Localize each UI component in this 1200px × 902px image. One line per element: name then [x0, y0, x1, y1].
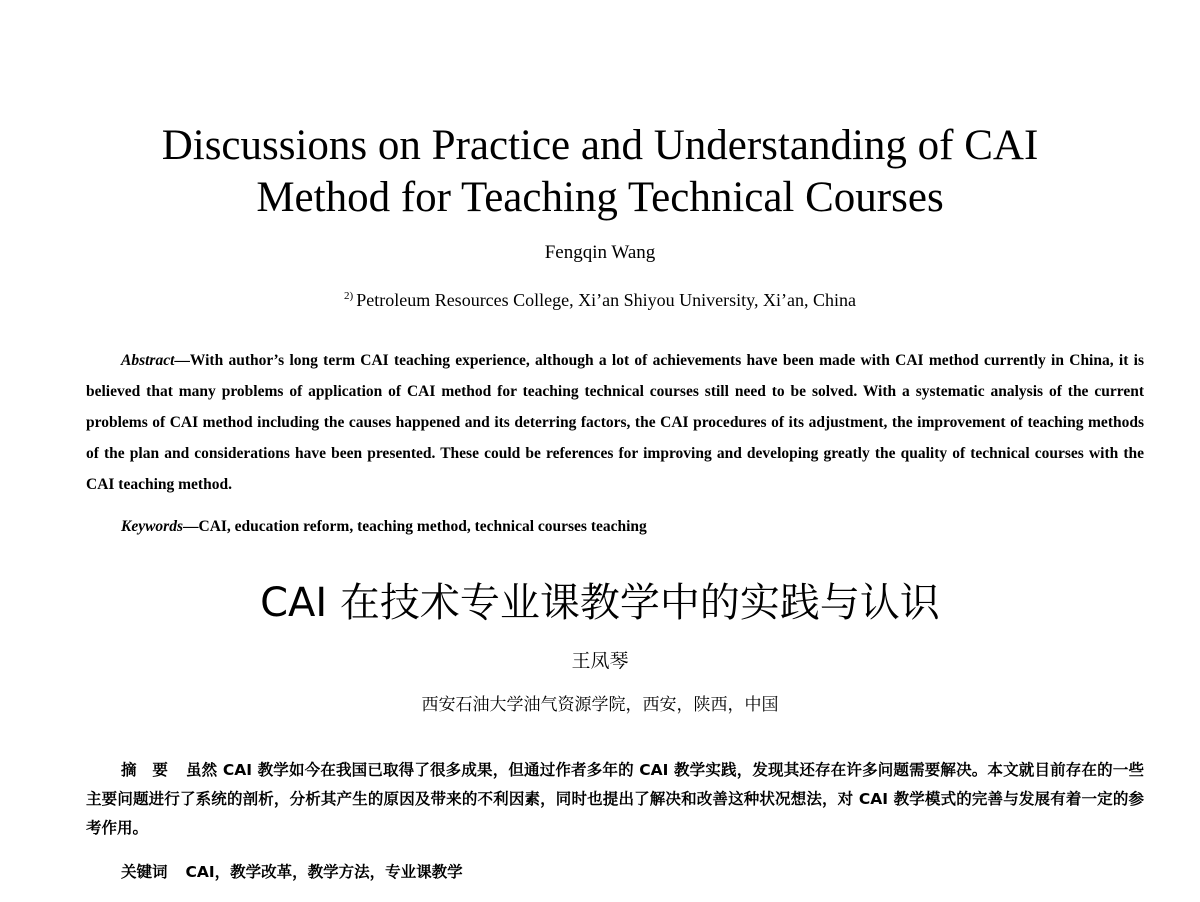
chinese-keywords-label: 关键词	[121, 863, 168, 881]
chinese-abstract	[86, 756, 1144, 843]
chinese-abstract-label: 摘 要	[121, 761, 169, 779]
english-affiliation-text: Petroleum Resources College, Xi’an Shiyou University, Xi’an, China	[356, 290, 856, 310]
english-affiliation	[0, 284, 1200, 312]
chinese-abstract-text: 虽然 CAI 教学如今在我国已取得了很多成果，但通过作者多年的 CAI 教学实践，发现其还存在许多问题需要解决。本文就目前存在的一些主要问题进行了系统的剖析，分析其产生的原因及带来的不利因素，同时也提出了解决和改善这种状况想法，对 CAI 教学模式的完善与发展有着一定的参考作用。	[86, 761, 1144, 837]
chinese-author: 王凤琴	[571, 650, 629, 672]
english-abstract	[86, 345, 1144, 500]
english-keywords-text: —CAI, education reform, teaching method, technical courses teaching	[183, 518, 647, 535]
affiliation-marker: 2)	[344, 290, 354, 302]
chinese-title: CAI 在技术专业课教学中的实践与认识	[260, 580, 940, 626]
english-title-line-2: Method for Teaching Technical Courses	[256, 174, 944, 221]
english-author: Fengqin Wang	[544, 242, 656, 263]
english-title	[0, 120, 1200, 224]
english-keywords-label: Keywords	[121, 518, 183, 535]
english-title-line-1: Discussions on Practice and Understanding of CAI	[161, 122, 1039, 169]
english-keywords	[121, 515, 647, 539]
chinese-keywords-text: CAI，教学改革，教学方法，专业课教学	[185, 863, 463, 881]
english-abstract-label: Abstract	[121, 352, 175, 369]
chinese-keywords	[121, 860, 463, 884]
chinese-affiliation: 西安石油大学油气资源学院，西安，陕西，中国	[421, 695, 779, 715]
english-abstract-text: —With author’s long term CAI teaching experience, although a lot of achievements have been made with CAI method currently in China, it is believed that many problems of application of CAI method for teaching technical courses still need to be solved. With a systematic analysis of the current problems of CAI method including the causes happened and its deterring factors, the CAI procedures of its adjustment, the improvement of teaching methods of the plan and considerations have been presented. These could be references for improving and developing greatly the quality of technical courses with the CAI teaching method.	[86, 352, 1144, 493]
